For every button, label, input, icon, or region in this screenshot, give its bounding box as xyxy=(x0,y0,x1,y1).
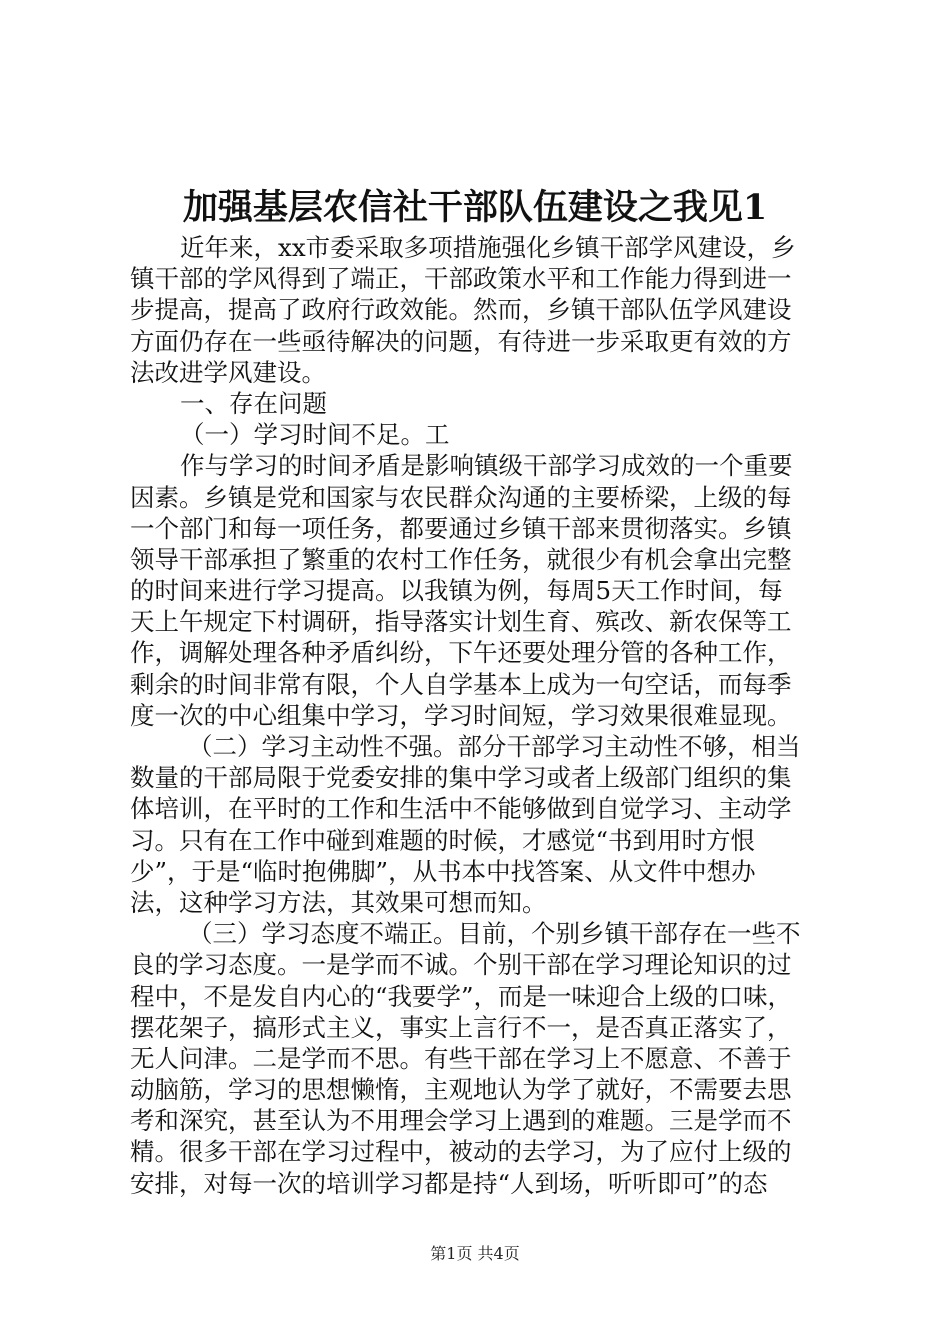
subsection-heading: （一）学习时间不足。工 xyxy=(180,420,450,450)
paragraph-line: 体培训，在平时的工作和生活中不能够做到自觉学习、主动学 xyxy=(130,794,792,824)
paragraph-line: 习。只有在工作中碰到难题的时候，才感觉“书到用时方恨 xyxy=(130,825,756,855)
paragraph-line: 方面仍存在一些亟待解决的问题，有待进一步采取更有效的方 xyxy=(130,326,792,356)
paragraph-line: 步提高，提高了政府行政效能。然而，乡镇干部队伍学风建设 xyxy=(130,295,792,325)
paragraph-line: 作，调解处理各种矛盾纠纷，下午还要处理分管的各种工作， xyxy=(130,638,792,668)
paragraph-line: 天上午规定下村调研，指导落实计划生育、殡改、新农保等工 xyxy=(130,607,792,637)
page-footer: 第1页 共4页 xyxy=(430,1244,520,1263)
paragraph-line: 领导干部承担了繁重的农村工作任务，就很少有机会拿出完整 xyxy=(130,544,792,574)
document-title: 加强基层农信社干部队伍建设之我见1 xyxy=(182,187,768,228)
paragraph-line: 良的学习态度。一是学而不诚。个别干部在学习理论知识的过 xyxy=(130,950,792,980)
paragraph-line: 一个部门和每一项任务，都要通过乡镇干部来贯彻落实。乡镇 xyxy=(130,513,792,543)
paragraph-line: 的时间来进行学习提高。以我镇为例，每周5天工作时间，每 xyxy=(130,576,783,606)
paragraph-line: （二）学习主动性不强。部分干部学习主动性不够，相当 xyxy=(188,732,801,761)
paragraph-line: 少”，于是“临时抱佛脚”，从书本中找答案、从文件中想办 xyxy=(130,856,756,886)
paragraph-line: 摆花架子，搞形式主义，事实上言行不一，是否真正落实了， xyxy=(130,1012,792,1042)
paragraph-line: 剩余的时间非常有限，个人自学基本上成为一句空话，而每季 xyxy=(130,669,792,699)
section-heading: 一、存在问题 xyxy=(180,388,327,418)
paragraph-line: 无人问津。二是学而不思。有些干部在学习上不愿意、不善于 xyxy=(130,1043,792,1073)
paragraph-line: 法改进学风建设。 xyxy=(130,357,326,387)
paragraph-line: 数量的干部局限于党委安排的集中学习或者上级部门组织的集 xyxy=(130,763,792,793)
paragraph-line: 安排，对每一次的培训学习都是持“人到场，听听即可”的态 xyxy=(130,1168,768,1198)
paragraph-line: 镇干部的学风得到了端正，干部政策水平和工作能力得到进一 xyxy=(130,264,792,294)
paragraph-line: 考和深究，甚至认为不用理会学习上遇到的难题。三是学而不 xyxy=(130,1106,792,1136)
paragraph-line: 法，这种学习方法，其效果可想而知。 xyxy=(130,887,547,917)
paragraph-line: 近年来，xx市委采取多项措施强化乡镇干部学风建设，乡 xyxy=(180,233,796,262)
paragraph-line: 因素。乡镇是党和国家与农民群众沟通的主要桥梁，上级的每 xyxy=(130,482,792,512)
paragraph-line: 程中，不是发自内心的“我要学”，而是一味迎合上级的口味， xyxy=(130,981,793,1011)
paragraph-line: 度一次的中心组集中学习，学习时间短，学习效果很难显现。 xyxy=(130,700,792,730)
paragraph-line: 动脑筋，学习的思想懒惰，主观地认为学了就好，不需要去思 xyxy=(130,1075,792,1105)
paragraph-line: 作与学习的时间矛盾是影响镇级干部学习成效的一个重要 xyxy=(180,451,793,481)
document-body xyxy=(130,232,830,1199)
paragraph-line: （三）学习态度不端正。目前，个别乡镇干部存在一些不 xyxy=(188,919,801,949)
paragraph-line: 精。很多干部在学习过程中，被动的去学习，为了应付上级的 xyxy=(130,1137,792,1167)
